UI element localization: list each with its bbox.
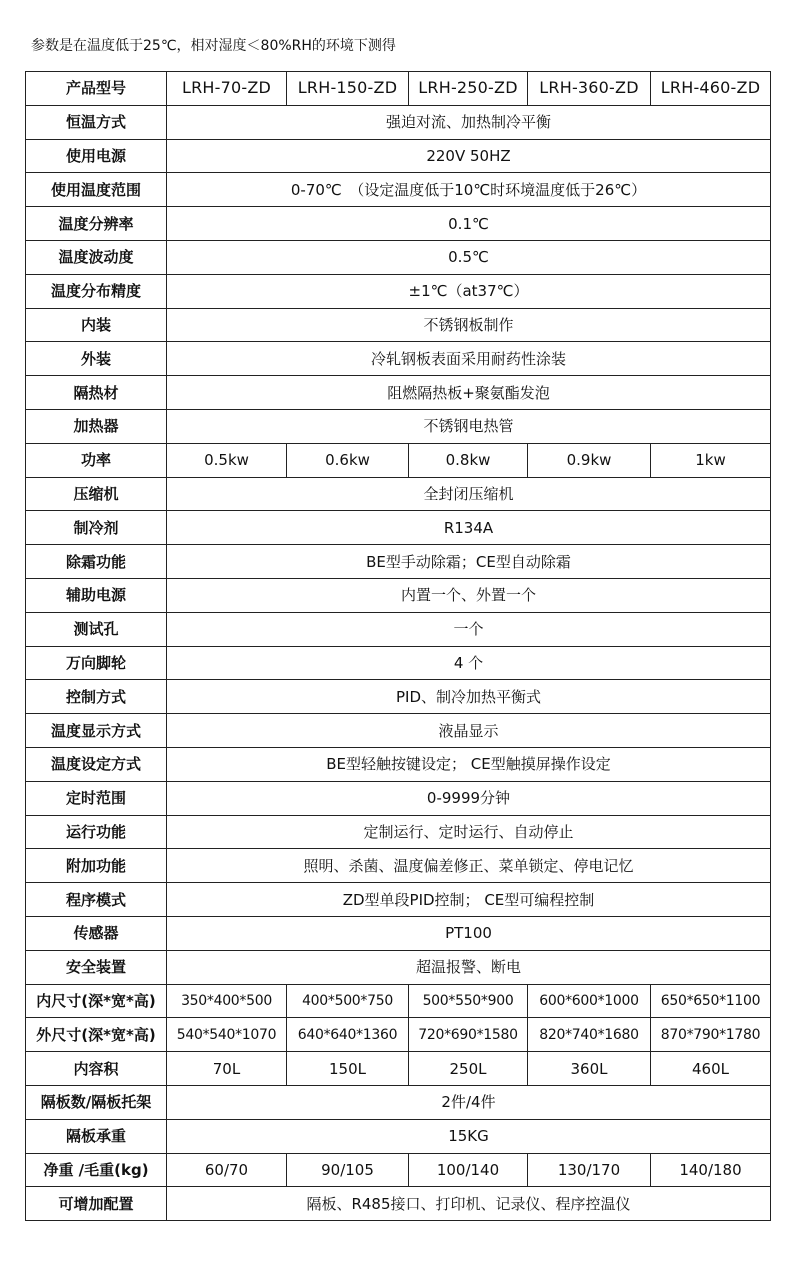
spec-value-cell: 870*790*1780 bbox=[651, 1018, 771, 1052]
spec-value-cell: 100/140 bbox=[409, 1153, 528, 1187]
spec-value: ZD型单段PID控制； CE型可编程控制 bbox=[167, 883, 771, 917]
spec-value: R134A bbox=[167, 511, 771, 545]
spec-label: 辅助电源 bbox=[26, 578, 167, 612]
spec-row bbox=[26, 511, 771, 545]
spec-value: 冷轧钢板表面采用耐药性涂装 bbox=[167, 342, 771, 376]
spec-row bbox=[26, 477, 771, 511]
spec-row bbox=[26, 443, 771, 477]
spec-row bbox=[26, 849, 771, 883]
spec-row bbox=[26, 883, 771, 917]
spec-value-cell: 0.9kw bbox=[528, 443, 651, 477]
spec-row bbox=[26, 1119, 771, 1153]
spec-value-cell: 0.5kw bbox=[167, 443, 287, 477]
spec-value-cell: 250L bbox=[409, 1052, 528, 1086]
model-cell: LRH-460-ZD bbox=[651, 72, 771, 106]
spec-value: 0-9999分钟 bbox=[167, 781, 771, 815]
spec-value: BE型轻触按键设定； CE型触摸屏操作设定 bbox=[167, 747, 771, 781]
spec-value: PT100 bbox=[167, 916, 771, 950]
model-cell: LRH-360-ZD bbox=[528, 72, 651, 106]
spec-value-cell: 150L bbox=[287, 1052, 409, 1086]
spec-row bbox=[26, 1153, 771, 1187]
spec-value-cell: 400*500*750 bbox=[287, 984, 409, 1018]
measurement-note: 参数是在温度低于25℃，相对湿度＜80%RH的环境下测得 bbox=[31, 38, 396, 54]
spec-value: 强迫对流、加热制冷平衡 bbox=[167, 105, 771, 139]
spec-label: 温度分辨率 bbox=[26, 207, 167, 241]
spec-value: 液晶显示 bbox=[167, 714, 771, 748]
spec-row bbox=[26, 1052, 771, 1086]
spec-value: 0.1℃ bbox=[167, 207, 771, 241]
spec-label: 功率 bbox=[26, 443, 167, 477]
spec-value: 4 个 bbox=[167, 646, 771, 680]
spec-value-cell: 500*550*900 bbox=[409, 984, 528, 1018]
spec-row bbox=[26, 105, 771, 139]
spec-label: 可增加配置 bbox=[26, 1187, 167, 1221]
spec-value-cell: 600*600*1000 bbox=[528, 984, 651, 1018]
spec-row bbox=[26, 139, 771, 173]
spec-value: 0-70℃ （设定温度低于10℃时环境温度低于26℃） bbox=[167, 173, 771, 207]
spec-value: 2件/4件 bbox=[167, 1085, 771, 1119]
spec-value-cell: 820*740*1680 bbox=[528, 1018, 651, 1052]
spec-value-cell: 70L bbox=[167, 1052, 287, 1086]
spec-value: 0.5℃ bbox=[167, 240, 771, 274]
spec-row bbox=[26, 1187, 771, 1221]
spec-value: 隔板、R485接口、打印机、记录仪、程序控温仪 bbox=[167, 1187, 771, 1221]
spec-row bbox=[26, 1018, 771, 1052]
spec-row bbox=[26, 409, 771, 443]
model-cell: LRH-250-ZD bbox=[409, 72, 528, 106]
spec-value-cell: 0.6kw bbox=[287, 443, 409, 477]
spec-row bbox=[26, 747, 771, 781]
spec-label: 制冷剂 bbox=[26, 511, 167, 545]
spec-value: 220V 50HZ bbox=[167, 139, 771, 173]
spec-label: 附加功能 bbox=[26, 849, 167, 883]
spec-label: 运行功能 bbox=[26, 815, 167, 849]
spec-label: 温度设定方式 bbox=[26, 747, 167, 781]
spec-value: BE型手动除霜；CE型自动除霜 bbox=[167, 545, 771, 579]
spec-value-cell: 650*650*1100 bbox=[651, 984, 771, 1018]
spec-row bbox=[26, 578, 771, 612]
spec-label: 使用温度范围 bbox=[26, 173, 167, 207]
header-label: 产品型号 bbox=[26, 72, 167, 106]
spec-row bbox=[26, 612, 771, 646]
spec-value-cell: 350*400*500 bbox=[167, 984, 287, 1018]
spec-row bbox=[26, 1085, 771, 1119]
spec-label: 控制方式 bbox=[26, 680, 167, 714]
spec-value-cell: 60/70 bbox=[167, 1153, 287, 1187]
spec-value-cell: 540*540*1070 bbox=[167, 1018, 287, 1052]
spec-value: 照明、杀菌、温度偏差修正、菜单锁定、停电记忆 bbox=[167, 849, 771, 883]
spec-label: 测试孔 bbox=[26, 612, 167, 646]
spec-label: 净重 /毛重(kg) bbox=[26, 1153, 167, 1187]
spec-table bbox=[25, 71, 771, 1221]
spec-label: 安全装置 bbox=[26, 950, 167, 984]
spec-row bbox=[26, 680, 771, 714]
spec-row bbox=[26, 916, 771, 950]
spec-value-cell: 130/170 bbox=[528, 1153, 651, 1187]
spec-label: 万向脚轮 bbox=[26, 646, 167, 680]
spec-row bbox=[26, 815, 771, 849]
spec-label: 传感器 bbox=[26, 916, 167, 950]
spec-row bbox=[26, 207, 771, 241]
spec-label: 内容积 bbox=[26, 1052, 167, 1086]
spec-value-cell: 1kw bbox=[651, 443, 771, 477]
spec-value: 阻燃隔热板+聚氨酯发泡 bbox=[167, 376, 771, 410]
spec-row bbox=[26, 781, 771, 815]
spec-value: PID、制冷加热平衡式 bbox=[167, 680, 771, 714]
spec-value: 定制运行、定时运行、自动停止 bbox=[167, 815, 771, 849]
spec-label: 温度显示方式 bbox=[26, 714, 167, 748]
spec-label: 内装 bbox=[26, 308, 167, 342]
spec-label: 定时范围 bbox=[26, 781, 167, 815]
spec-value-cell: 90/105 bbox=[287, 1153, 409, 1187]
spec-label: 程序模式 bbox=[26, 883, 167, 917]
model-cell: LRH-70-ZD bbox=[167, 72, 287, 106]
spec-label: 内尺寸(深*宽*高) bbox=[26, 984, 167, 1018]
spec-value: 不锈钢板制作 bbox=[167, 308, 771, 342]
spec-label: 除霜功能 bbox=[26, 545, 167, 579]
spec-row bbox=[26, 950, 771, 984]
spec-label: 隔热材 bbox=[26, 376, 167, 410]
spec-value-cell: 0.8kw bbox=[409, 443, 528, 477]
spec-value-cell: 360L bbox=[528, 1052, 651, 1086]
spec-label: 隔板承重 bbox=[26, 1119, 167, 1153]
spec-value-cell: 720*690*1580 bbox=[409, 1018, 528, 1052]
spec-value-cell: 460L bbox=[651, 1052, 771, 1086]
spec-row bbox=[26, 240, 771, 274]
spec-value: 不锈钢电热管 bbox=[167, 409, 771, 443]
spec-value-cell: 640*640*1360 bbox=[287, 1018, 409, 1052]
spec-value: 全封闭压缩机 bbox=[167, 477, 771, 511]
spec-label: 加热器 bbox=[26, 409, 167, 443]
spec-value-cell: 140/180 bbox=[651, 1153, 771, 1187]
spec-label: 使用电源 bbox=[26, 139, 167, 173]
spec-value: 超温报警、断电 bbox=[167, 950, 771, 984]
spec-row bbox=[26, 984, 771, 1018]
spec-row bbox=[26, 308, 771, 342]
spec-row bbox=[26, 646, 771, 680]
spec-row bbox=[26, 376, 771, 410]
spec-row bbox=[26, 545, 771, 579]
spec-label: 外尺寸(深*宽*高) bbox=[26, 1018, 167, 1052]
spec-label: 隔板数/隔板托架 bbox=[26, 1085, 167, 1119]
spec-value: 15KG bbox=[167, 1119, 771, 1153]
spec-row bbox=[26, 714, 771, 748]
spec-label: 压缩机 bbox=[26, 477, 167, 511]
spec-value: ±1℃（at37℃） bbox=[167, 274, 771, 308]
header-row bbox=[26, 72, 771, 106]
spec-value: 内置一个、外置一个 bbox=[167, 578, 771, 612]
spec-value: 一个 bbox=[167, 612, 771, 646]
spec-label: 温度分布精度 bbox=[26, 274, 167, 308]
spec-row bbox=[26, 173, 771, 207]
spec-row bbox=[26, 274, 771, 308]
spec-row bbox=[26, 342, 771, 376]
spec-label: 温度波动度 bbox=[26, 240, 167, 274]
spec-label: 外装 bbox=[26, 342, 167, 376]
model-cell: LRH-150-ZD bbox=[287, 72, 409, 106]
spec-label: 恒温方式 bbox=[26, 105, 167, 139]
